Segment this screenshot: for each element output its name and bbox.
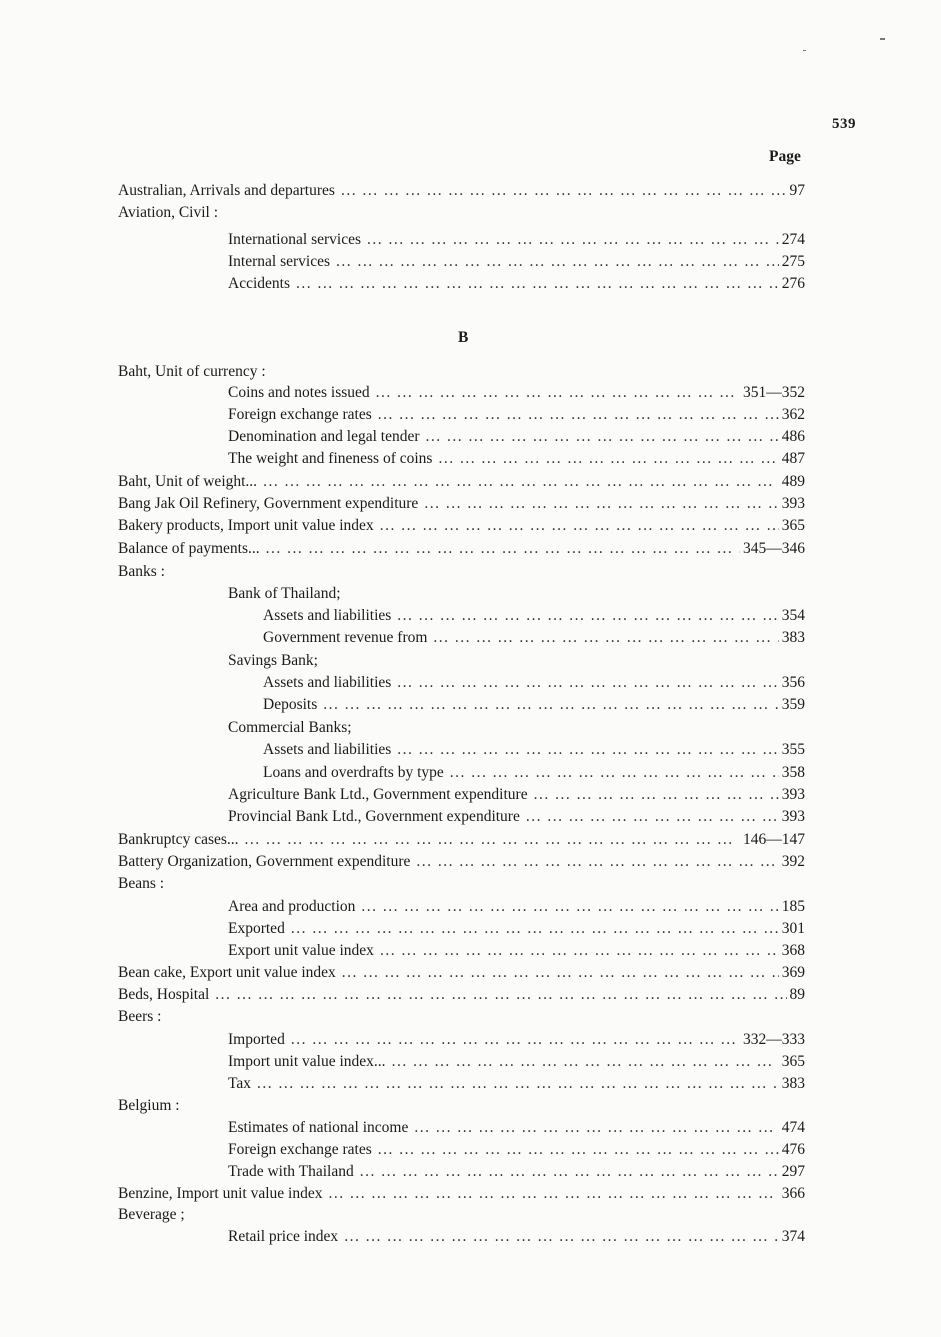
index-entry-label: Area and production	[228, 898, 356, 915]
index-entry-label: Assets and liabilities	[263, 741, 392, 758]
index-entry	[118, 962, 805, 984]
index-entry-page: 487	[781, 450, 805, 467]
dot-leader	[378, 404, 779, 426]
index-entry-label: Commercial Banks;	[228, 719, 352, 736]
index-entry-page: 89	[789, 986, 805, 1003]
dot-leader	[361, 896, 778, 918]
dot-leader	[291, 1029, 740, 1051]
index-entry-label: Bakery products, Import unit value index	[118, 517, 374, 534]
dot-leader	[450, 762, 779, 784]
dot-leader	[296, 273, 779, 295]
index-entry	[118, 1204, 185, 1226]
index-entry-label: Assets and liabilities	[263, 674, 392, 691]
index-entry-page: 354	[781, 607, 805, 624]
index-entry-page: 345—346	[743, 540, 805, 557]
page-column-heading: Page	[769, 148, 801, 165]
index-entry	[263, 627, 805, 649]
index-entry-label: Imported	[228, 1031, 285, 1048]
dot-leader	[380, 515, 779, 537]
index-entry	[263, 672, 805, 694]
index-entry-label: Beers :	[118, 1008, 162, 1025]
index-entry-label: Import unit value index...	[228, 1053, 386, 1070]
index-entry	[118, 361, 266, 383]
index-entry	[228, 229, 805, 251]
index-entry-page: 301	[781, 920, 805, 937]
index-entry-page: 474	[781, 1119, 805, 1136]
index-entry	[118, 1006, 161, 1028]
dot-leader	[376, 382, 740, 404]
index-entry-page: 383	[781, 1075, 805, 1092]
index-entry	[228, 918, 805, 940]
index-entry-label: Deposits	[263, 696, 318, 713]
index-entry-page: 476	[781, 1141, 805, 1158]
index-entry-label: Belgium :	[118, 1097, 180, 1114]
index-entry-page: 275	[781, 253, 805, 270]
index-entry-page: 392	[781, 853, 805, 870]
index-entry-label: Australian, Arrivals and departures	[118, 182, 335, 199]
dot-leader	[392, 1051, 779, 1073]
dot-leader	[438, 448, 778, 470]
index-entry-label: Bang Jak Oil Refinery, Government expenditure	[118, 495, 419, 512]
index-entry	[118, 1095, 180, 1117]
index-entry-page: 358	[781, 764, 805, 781]
dot-leader	[433, 627, 778, 649]
index-entry	[118, 493, 805, 515]
index-entry	[118, 202, 218, 224]
index-entry	[228, 1139, 805, 1161]
dot-leader	[336, 251, 779, 273]
index-entry	[263, 739, 805, 761]
index-entry	[228, 404, 805, 426]
dot-leader	[424, 493, 778, 515]
index-entry-label: Benzine, Import unit value index	[118, 1185, 323, 1202]
index-entry-label: Foreign exchange rates	[228, 1141, 372, 1158]
dot-leader	[328, 1183, 778, 1205]
index-entry-page: 359	[781, 696, 805, 713]
index-entry	[118, 471, 805, 493]
index-entry	[228, 784, 805, 806]
dot-leader	[378, 1139, 779, 1161]
index-entry	[228, 382, 805, 404]
index-entry-label: Tax	[228, 1075, 252, 1092]
index-entry-page: 146—147	[743, 831, 805, 848]
dot-leader	[526, 806, 779, 828]
index-entry-page: 393	[781, 495, 805, 512]
dot-leader	[367, 229, 779, 251]
dot-leader	[245, 829, 740, 851]
index-entry	[263, 694, 805, 716]
index-entry-label: Bean cake, Export unit value index	[118, 964, 336, 981]
index-entry-page: 369	[781, 964, 805, 981]
index-entry-page: 368	[781, 942, 805, 959]
index-entry-label: Banks :	[118, 563, 165, 580]
index-entry-label: Accidents	[228, 275, 290, 292]
scan-speck	[880, 38, 885, 40]
index-entry-page: 297	[781, 1163, 805, 1180]
index-entry	[118, 561, 165, 583]
index-entry	[228, 896, 805, 918]
index-entry-page: 366	[781, 1185, 805, 1202]
index-entry-page: 332—333	[743, 1031, 805, 1048]
index-entry	[228, 273, 805, 295]
index-entry-page: 365	[781, 1053, 805, 1070]
dot-leader	[291, 918, 779, 940]
index-entry-label: Baht, Unit of weight...	[118, 473, 258, 490]
index-entry-label: Balance of payments...	[118, 540, 260, 557]
index-entry-label: Foreign exchange rates	[228, 406, 372, 423]
index-entry	[118, 984, 805, 1006]
index-entry	[118, 180, 805, 202]
index-entry-page: 374	[781, 1228, 805, 1245]
index-entry-label: Baht, Unit of currency :	[118, 363, 266, 380]
index-entry	[228, 717, 352, 739]
index-entry	[228, 1051, 805, 1073]
index-entry	[228, 1073, 805, 1095]
index-entry	[118, 829, 805, 851]
dot-leader	[414, 1117, 778, 1139]
dot-leader	[426, 426, 779, 448]
index-entry-label: Exported	[228, 920, 285, 937]
dot-leader	[344, 1226, 779, 1248]
dot-leader	[215, 984, 786, 1006]
index-entry-label: Beans :	[118, 875, 165, 892]
index-entry	[228, 251, 805, 273]
dot-leader	[534, 784, 779, 806]
index-entry	[228, 1117, 805, 1139]
index-entry-label: Coins and notes issued	[228, 384, 370, 401]
index-entry	[228, 1161, 805, 1183]
index-entry	[118, 873, 164, 895]
index-entry-page: 356	[781, 674, 805, 691]
dot-leader	[397, 672, 778, 694]
index-entry-label: Trade with Thailand	[228, 1163, 354, 1180]
section-letter-heading: B	[458, 329, 469, 346]
index-entry-page: 276	[781, 275, 805, 292]
index-entry	[228, 806, 805, 828]
index-entry-label: Beverage ;	[118, 1206, 185, 1223]
index-entry-page: 489	[781, 473, 805, 490]
index-entry-label: Battery Organization, Government expenditure	[118, 853, 411, 870]
dot-leader	[397, 605, 778, 627]
index-entry-page: 355	[781, 741, 805, 758]
index-entry-label: International services	[228, 231, 361, 248]
index-entry	[263, 605, 805, 627]
index-entry-page: 351—352	[743, 384, 805, 401]
index-entry	[228, 940, 805, 962]
index-entry-label: Estimates of national income	[228, 1119, 409, 1136]
index-entry	[118, 515, 805, 537]
index-entry-label: Export unit value index	[228, 942, 374, 959]
index-entry-page: 383	[781, 629, 805, 646]
index-entry-label: Bankruptcy cases...	[118, 831, 239, 848]
dot-leader	[266, 538, 740, 560]
index-entry-label: Agriculture Bank Ltd., Government expenditure	[228, 786, 528, 803]
dot-leader	[360, 1161, 779, 1183]
index-entry-label: Bank of Thailand;	[228, 585, 341, 602]
index-entry	[228, 426, 805, 448]
index-entry-label: Internal services	[228, 253, 330, 270]
index-entry-page: 274	[781, 231, 805, 248]
index-entry	[228, 1226, 805, 1248]
scan-speck	[803, 50, 806, 51]
index-entry	[228, 1029, 805, 1051]
index-entry-label: Assets and liabilities	[263, 607, 392, 624]
index-entry-page: 362	[781, 406, 805, 423]
index-entry-page: 185	[781, 898, 805, 915]
index-entry	[118, 851, 805, 873]
index-entry	[228, 583, 341, 605]
index-entry	[228, 448, 805, 470]
index-entry-label: Government revenue from	[263, 629, 428, 646]
index-entry-page: 97	[789, 182, 805, 199]
index-entry-page: 393	[781, 786, 805, 803]
index-entry-label: Savings Bank;	[228, 652, 318, 669]
index-entry-label: Beds, Hospital	[118, 986, 210, 1003]
dot-leader	[341, 180, 787, 202]
dot-leader	[342, 962, 779, 984]
dot-leader	[263, 471, 779, 493]
dot-leader	[416, 851, 778, 873]
index-entry-label: Loans and overdrafts by type	[263, 764, 444, 781]
index-entry-label: Denomination and legal tender	[228, 428, 420, 445]
dot-leader	[323, 694, 779, 716]
index-entry-page: 486	[781, 428, 805, 445]
index-entry-label: Provincial Bank Ltd., Government expenditure	[228, 808, 520, 825]
index-entry-label: Aviation, Civil :	[118, 204, 219, 221]
dot-leader	[257, 1073, 779, 1095]
index-entry	[263, 762, 805, 784]
index-entry-label: The weight and fineness of coins	[228, 450, 433, 467]
index-entry-page: 393	[781, 808, 805, 825]
index-entry	[118, 538, 805, 560]
dot-leader	[380, 940, 779, 962]
index-entry-label: Retail price index	[228, 1228, 339, 1245]
page-number: 539	[832, 116, 856, 132]
dot-leader	[397, 739, 778, 761]
index-entry-page: 365	[781, 517, 805, 534]
index-entry	[118, 1183, 805, 1205]
index-entry	[228, 650, 318, 672]
